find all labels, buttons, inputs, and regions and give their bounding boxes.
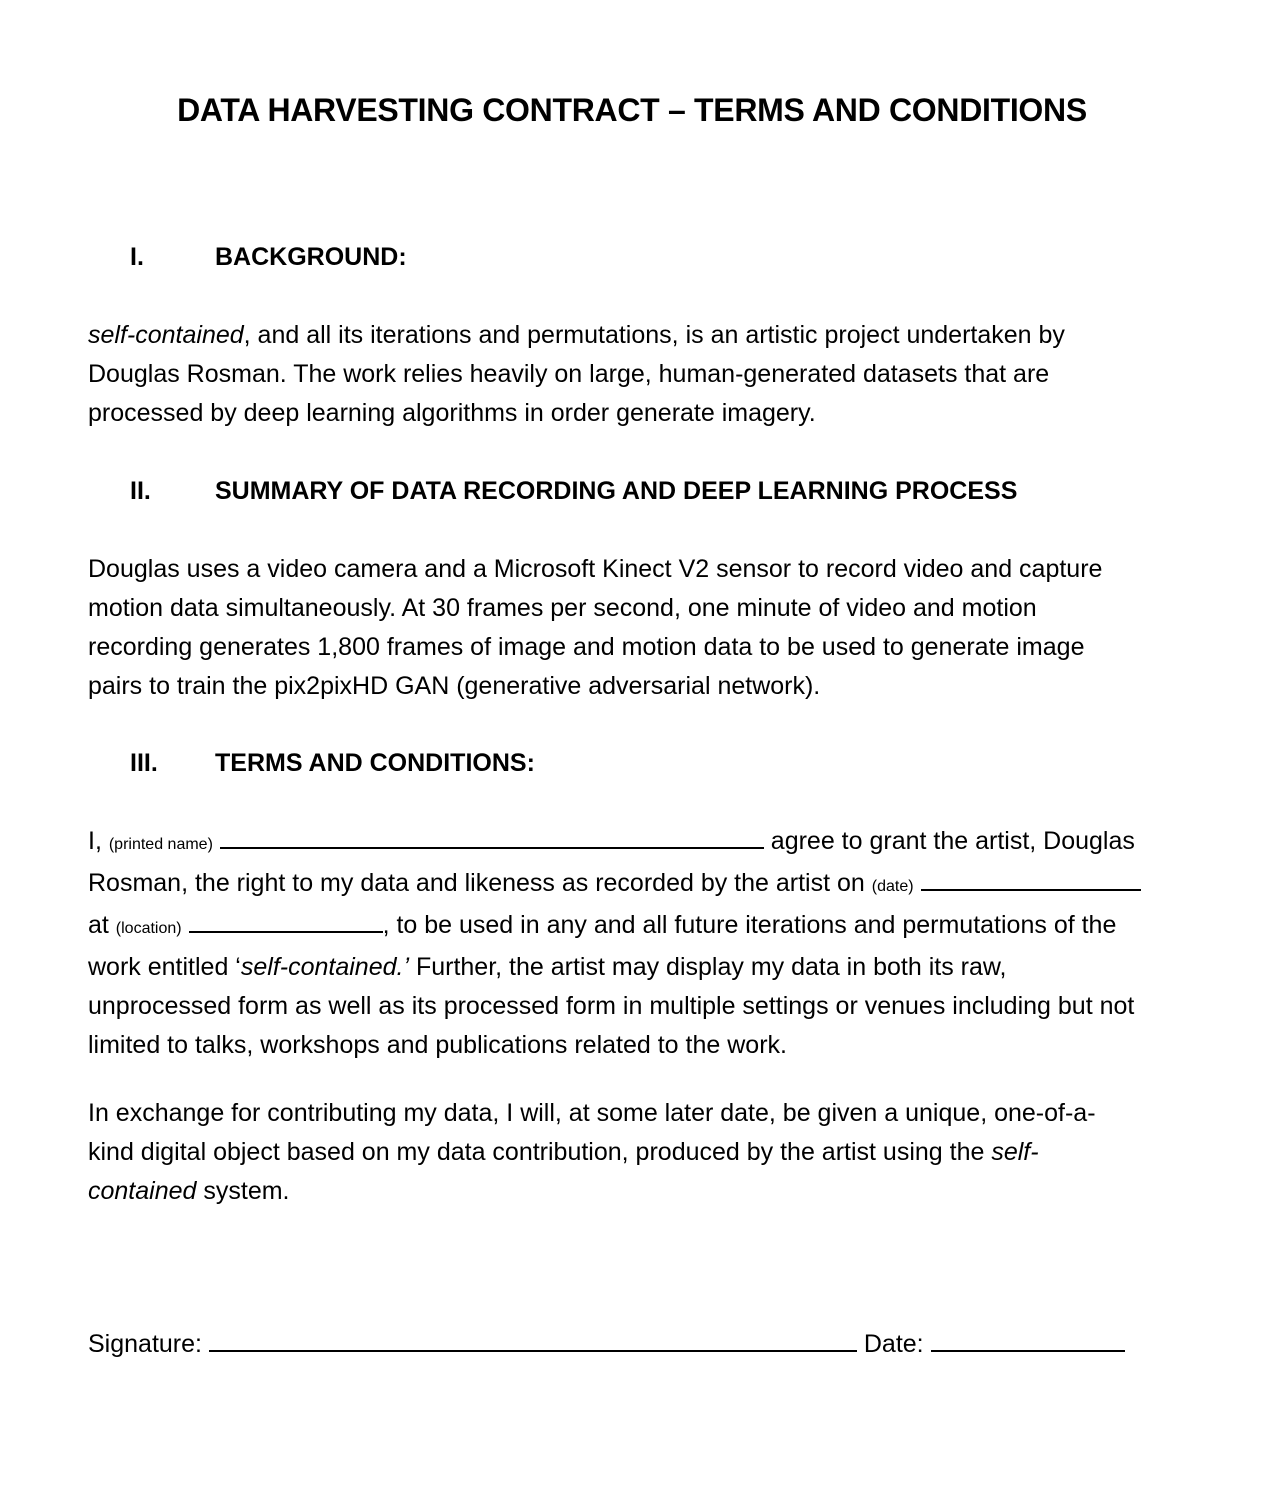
section-number: III. <box>130 749 158 777</box>
section-title: TERMS AND CONDITIONS: <box>215 749 535 777</box>
location-label: (location) <box>115 920 182 937</box>
printed-name-label: (printed name) <box>108 836 213 853</box>
signature-field[interactable] <box>209 1328 857 1352</box>
section-heading-background <box>130 240 407 274</box>
date-label: (date) <box>871 878 914 895</box>
signature-date-field[interactable] <box>931 1328 1125 1352</box>
summary-paragraph: Douglas uses a video camera and a Microsoft Kinect V2 sensor to record video and capture motion data simultaneously. At 30 frames per second, one minute of video and motion recording generates 1,800 frames of image and motion data to be used to generate image pairs to train the pix2pixHD GAN (generative adversarial network). <box>88 555 1103 700</box>
work-title: self-contained.’ <box>240 953 410 981</box>
signature-label: Signature: <box>88 1330 209 1358</box>
section-heading-summary <box>130 474 1017 508</box>
document-title: DATA HARVESTING CONTRACT – TERMS AND CONDITIONS <box>177 92 1087 128</box>
section-number: I. <box>130 243 144 271</box>
location-field[interactable] <box>189 909 383 933</box>
exchange-paragraph: In exchange for contributing my data, I will, at some later date, be given a unique, one-of-a- kind digital object based on my data contribution, produced by the artist using the self- contained system. <box>88 1099 1096 1205</box>
terms-paragraph: I, (printed name) agree to grant the artist, Douglas Rosman, the right to my data and likeness as recorded by the artist on (date) at (location) , to be used in any and all future iterations and permutations of the work entitled ‘self-contained.’ Further, the artist may display my data in both its raw, unprocessed form as well as its processed form in multiple settings or venues including but not limited to talks, workshops and publications related to the work. <box>88 822 1208 1065</box>
section-title: BACKGROUND: <box>215 243 407 271</box>
project-name: self-contained <box>88 321 244 349</box>
background-paragraph: self-contained, and all its iterations and permutations, is an artistic project undertaken by Douglas Rosman. The work relies heavily on large, human-generated datasets that are processed by deep learning algorithms in order generate imagery. <box>88 321 1065 427</box>
signature-date-label: Date: <box>856 1330 931 1358</box>
date-field[interactable] <box>921 867 1141 891</box>
signature-row <box>88 1326 1125 1362</box>
section-heading-terms <box>130 746 535 780</box>
printed-name-field[interactable] <box>220 825 764 849</box>
section-title: SUMMARY OF DATA RECORDING AND DEEP LEARNING PROCESS <box>215 477 1018 505</box>
section-number: II. <box>130 477 151 505</box>
